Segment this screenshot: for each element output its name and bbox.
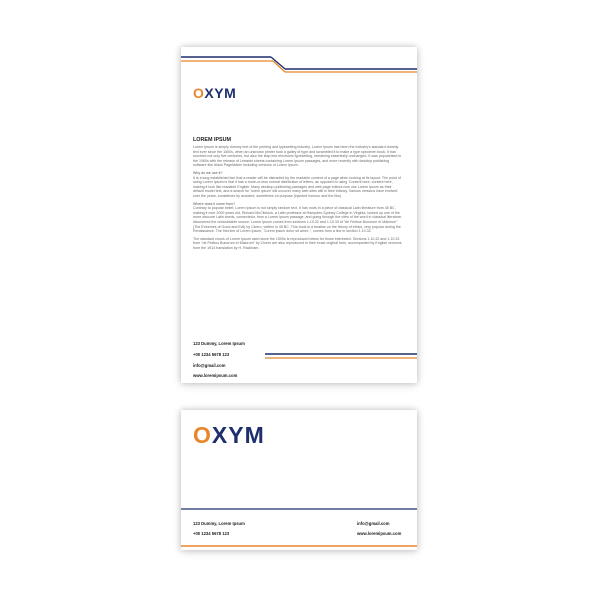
top-orange-diagonal [273,61,285,72]
logo-letter-x: X [204,85,215,101]
card-logo-letter-y: Y [228,422,245,448]
logo-letter-y: Y [214,85,225,101]
letter-paragraph-1: Lorem Ipsum is simply dummy text of the printing and typesetting industry. Lorem Ipsum has been the industry's standard dummy text ever since the 1500s, when an unknown printer took a galley of type and scrambled it to make a type specimen book. It has survived not only five centuries, but also the leap into electronic typesetting, remaining essentially unchanged. It was popularised in the 1960s with the release of Letraset sheets containing Lorem Ipsum passages, and more recently with desktop publishing software like Aldus PageMaker including versions of Lorem Ipsum. [193,145,402,168]
card-decor-lines [181,410,417,550]
business-card [181,410,417,550]
letter-paragraph-3: Contrary to popular belief, Lorem Ipsum is not simply random text. It has roots in a piece of classical Latin literature from 45 BC, making it over 2000 years old. Richard McClintock, a Latin professor at Hampden-Sydney College in Virginia, looked up one of the more obscure Latin words, consectetur, from a Lorem Ipsum passage, and going through the cites of the word in classical literature, discovered the undoubtable source. Lorem Ipsum comes from sections 1.10.32 and 1.10.33 of "de Finibus Bonorum et Malorum" (The Extremes of Good and Evil) by Cicero, written in 45 BC. This book is a treatise on the theory of ethics, very popular during the Renaissance. The first line of Lorem Ipsum, "Lorem ipsum dolor sit amet..", comes from a line in section 1.10.32. [193,206,402,234]
card-logo-letter-o: O [193,422,212,448]
card-address: 123 Dummy, Lorem Ipsum [193,521,245,526]
letterhead-sheet [181,47,417,383]
letterhead-phone: +00 1234 5678 123 [193,352,230,357]
card-website: www.loremipsum.com [357,531,402,536]
card-logo-letter-m: M [244,422,265,448]
letter-paragraph-2: It is a long established fact that a reader will be distracted by the readable content of a page when looking at its layout. The point of using Lorem Ipsum is that it has a more-or-less normal distribution of letters, as opposed to using 'Content here, content here', making it look like readable English. Many desktop publishing packages and web page editors now use Lorem Ipsum as their default model text, and a search for 'lorem ipsum' will uncover many web sites still in their infancy. Various versions have evolved over the years, sometimes by accident, sometimes on purpose (injected humour and the like). [193,175,401,198]
letterhead-website: www.loremipsum.com [193,373,238,378]
logo-letter-m: M [224,85,237,101]
letter-paragraph-4: The standard chunk of Lorem Ipsum used since the 1500s is reproduced below for those interested. Sections 1.10.32 and 1.10.33 from "de Finibus Bonorum et Malorum" by Cicero are also reproduced in their exact original form, accompanied by English versions from the 1914 translation by H. Rackham. [193,236,402,250]
letterhead-address: 123 Dummy, Lorem Ipsum [193,341,245,346]
letter-question-1: Why do we use it? [193,170,223,175]
card-phone: +00 1234 5678 123 [193,531,230,536]
letter-heading: LOREM IPSUM [193,137,232,143]
letter-question-2: Where does it come from? [193,201,236,206]
card-logo-letter-x: X [211,422,229,448]
top-navy-diagonal [271,57,285,69]
letterhead-email: info@gmail.com [193,363,226,368]
company-logo [193,86,236,100]
logo-letter-o: O [193,85,205,101]
card-email: info@gmail.com [357,521,390,526]
letter-body [193,137,403,253]
